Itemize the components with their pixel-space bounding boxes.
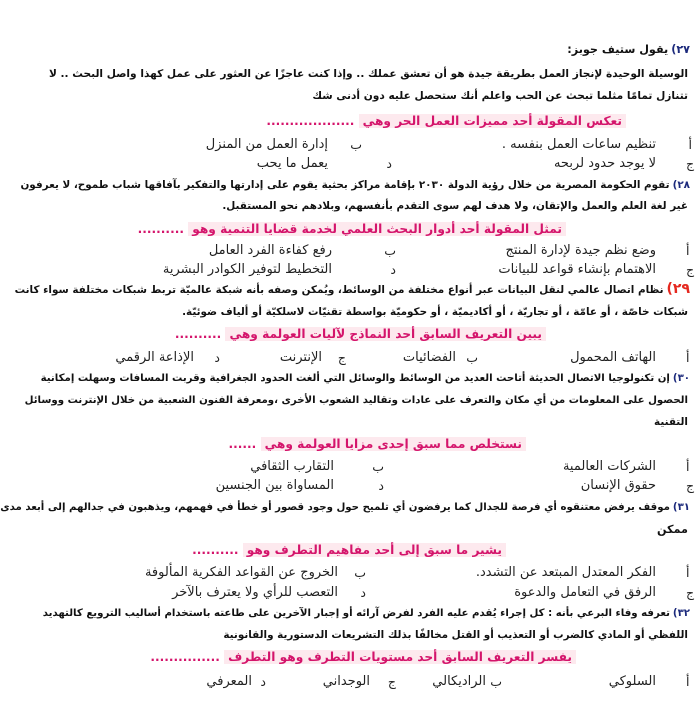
question-31-options-row-1 bbox=[76, 565, 696, 585]
question-30-prompt bbox=[76, 437, 526, 451]
q29-option-b-letter: ب bbox=[466, 350, 478, 365]
question-27-line-1 bbox=[84, 41, 690, 58]
q27-option-b[interactable]: إدارة العمل من المنزل bbox=[205, 137, 328, 152]
question-29-options-row bbox=[76, 350, 696, 370]
q28-option-a-letter: أ bbox=[686, 243, 690, 258]
q30-option-a-letter: أ bbox=[686, 459, 690, 474]
question-29-prompt bbox=[76, 327, 546, 341]
question-30-options-row-2 bbox=[76, 478, 696, 498]
q30-option-a[interactable]: الشركات العالمية bbox=[562, 459, 656, 474]
question-30-text-1: إن تكنولوجيا الاتصال الحديثة أتاحت العديد من الوسائط والوسائل التي ألغت الحدود الجغرافية وقربت المسافات وسهلت إمكانية bbox=[40, 373, 670, 384]
question-29-text-1: نظام اتصال عالمي لنقل البيانات عبر أنواع مختلفة من الوسائط، ويُمكن وصفه بأنه شبكة عالميّة تربط شبكات مختلفة سواء كانت bbox=[14, 284, 664, 296]
question-32-text-1: تعرفه وفاء البرعي بأنه : كل إجراء يُقدم عليه الفرد لفرض آرائه أو إجبار الآخرين على طاعته باستخدام أساليب الترويع كالتهديد bbox=[42, 608, 670, 619]
question-31-line-2: ممكن bbox=[656, 523, 688, 536]
q30-option-c-letter: ج bbox=[686, 478, 695, 493]
q31-option-d-letter: د bbox=[360, 585, 366, 600]
question-30-line-2: الحصول على المعلومات من أي مكان والتعرف على عادات وتقاليد الشعوب الأخرى ،ومعرفة الفنون الشعبية من خلال الإنترنت ووسائل bbox=[24, 395, 688, 406]
question-31-prompt-text: يشير ما سبق إلى أحد مفاهيم التطرف وهو bbox=[243, 543, 506, 557]
question-29-number: ٢٩) bbox=[666, 281, 690, 297]
question-31-dots: .......... bbox=[192, 543, 239, 557]
q32-option-c-letter: ج bbox=[387, 674, 396, 689]
q32-option-d[interactable]: المعرفي bbox=[206, 674, 252, 689]
question-31-text-1: موقف يرفض معتنقوه أي فرصة للجدال كما يرفضون أي تلميح حول وجود قصور أو خطأ في فهمهم، ويذهبون في جدالهم إلى أبعد مدى bbox=[0, 502, 670, 513]
q32-option-b-letter: ب bbox=[490, 674, 502, 689]
question-30-dots: ...... bbox=[228, 437, 257, 451]
question-27-prompt bbox=[76, 114, 626, 128]
question-28-options-row-1 bbox=[76, 243, 696, 263]
q27-option-d-letter: د bbox=[386, 156, 392, 171]
q31-option-d[interactable]: التعصب للرأي ولا يعترف بالآخر bbox=[172, 585, 338, 600]
q28-option-b-letter: ب bbox=[384, 243, 396, 258]
q30-option-b[interactable]: التقارب الثقافي bbox=[250, 459, 334, 474]
question-27-options-row-1 bbox=[76, 137, 696, 157]
question-30-options-row-1 bbox=[76, 459, 696, 479]
question-27-dots: ................... bbox=[266, 114, 355, 128]
question-29-dots: .......... bbox=[174, 327, 222, 341]
q28-option-b[interactable]: رفع كفاءة الفرد العامل bbox=[208, 243, 332, 258]
q30-option-d[interactable]: المساواة بين الجنسين bbox=[215, 478, 334, 493]
q30-option-d-letter: د bbox=[378, 478, 384, 493]
q27-option-a-letter: أ bbox=[688, 137, 692, 152]
q27-option-d[interactable]: يعمل ما يحب bbox=[256, 156, 328, 171]
q32-option-b[interactable]: الراديكالي bbox=[432, 674, 486, 689]
question-28-dots: .......... bbox=[137, 222, 184, 236]
question-27-line-2: الوسيلة الوحيدة لإنجاز العمل بطريقة جيدة هو أن تعشق عملك .. وإذا كنت عاجزًا عن العثور على عمل كهذا واصل البحث .. لا bbox=[48, 68, 688, 80]
question-32-prompt bbox=[76, 650, 576, 664]
q32-option-c[interactable]: الوجداني bbox=[322, 674, 370, 689]
question-32-options-row bbox=[76, 674, 696, 694]
q28-option-c[interactable]: الاهتمام بإنشاء قواعد للبيانات bbox=[498, 262, 656, 277]
q31-option-a[interactable]: الفكر المعتدل المبتعد عن التشدد. bbox=[475, 565, 656, 580]
q28-option-c-letter: ج bbox=[686, 262, 695, 277]
question-28-number: ٢٨) bbox=[672, 179, 690, 191]
question-28-line-1 bbox=[20, 177, 690, 194]
question-31-line-1 bbox=[0, 499, 690, 516]
q29-option-a-letter: أ bbox=[686, 350, 690, 365]
q31-option-c[interactable]: الرفق في التعامل والدعوة bbox=[514, 585, 656, 600]
q29-option-a[interactable]: الهاتف المحمول bbox=[570, 350, 656, 365]
q29-option-d[interactable]: الإذاعة الرقمي bbox=[115, 350, 194, 365]
question-27-options-row-2 bbox=[76, 156, 696, 176]
question-27-line-3: تتنازل تمامًا مثلما تبحث عن الحب واعلم أنك ستحصل عليه دون أدنى شك bbox=[312, 90, 688, 102]
question-31-number: ٣١) bbox=[672, 502, 690, 513]
q30-option-c[interactable]: حقوق الإنسان bbox=[580, 478, 656, 493]
q32-option-a-letter: أ bbox=[686, 674, 690, 689]
question-27-number: ٢٧) bbox=[671, 43, 690, 56]
q27-option-a[interactable]: تنظيم ساعات العمل بنفسه . bbox=[501, 137, 656, 152]
question-31-options-row-2 bbox=[76, 585, 696, 605]
q27-option-b-letter: ب bbox=[350, 137, 362, 152]
q32-option-d-letter: د bbox=[260, 674, 266, 689]
q28-option-d[interactable]: التخطيط لتوفير الكوادر البشرية bbox=[162, 262, 332, 277]
question-29-line-1 bbox=[14, 281, 690, 299]
question-28-prompt-text: تمثل المقولة أحد أدوار البحث العلمي لخدمة قضايا التنمية وهو bbox=[188, 222, 566, 236]
question-30-line-3: التقنية bbox=[654, 416, 688, 428]
q31-option-a-letter: أ bbox=[686, 565, 690, 580]
question-30-line-1 bbox=[40, 370, 690, 387]
q29-option-c[interactable]: الإنترنت bbox=[279, 350, 322, 365]
question-32-line-1 bbox=[42, 605, 690, 622]
question-28-prompt bbox=[76, 222, 566, 236]
q32-option-a[interactable]: السلوكي bbox=[608, 674, 656, 689]
q27-option-c[interactable]: لا يوجد حدود لربحه bbox=[553, 156, 656, 171]
question-32-prompt-text: يفسر التعريف السابق أحد مستويات التطرف وهو التطرف bbox=[224, 650, 576, 664]
question-32-number: ٣٢) bbox=[672, 608, 690, 619]
q31-option-c-letter: ج bbox=[686, 585, 695, 600]
question-29-prompt-text: يبين التعريف السابق أحد النماذج لآليات العولمة وهي bbox=[225, 327, 546, 341]
question-29-line-2: شبكات خاصّة ، أو عامّة ، أو تجاريّة ، أو أكاديميّة ، أو حكوميّة بواسطة تقنيّات لاسلكيّة أو ألياف ضوئيّة. bbox=[182, 306, 688, 318]
q30-option-b-letter: ب bbox=[372, 459, 384, 474]
q31-option-b-letter: ب bbox=[354, 565, 366, 580]
question-31-prompt bbox=[76, 543, 506, 557]
question-27-prompt-text: تعكس المقولة أحد مميزات العمل الحر وهي bbox=[359, 114, 626, 128]
q27-option-c-letter: ج bbox=[686, 156, 695, 171]
question-28-text-1: تقوم الحكومة المصرية من خلال رؤية الدولة ٢٠٣٠ بإقامة مراكز بحثية يقوم على إدارتها والتفكير بآفاقها شباب طموح، لا يعرفون bbox=[20, 179, 670, 191]
question-32-line-2: اللفظي أو المادي كالضرب أو التعذيب أو القتل مخالفًا بذلك التشريعات الدستورية والقانونية bbox=[223, 629, 688, 641]
question-27-text-1: يقول ستيف جوبز: bbox=[567, 43, 669, 56]
q28-option-a[interactable]: وضع نظم جيدة لإدارة المنتج bbox=[505, 243, 656, 258]
q29-option-c-letter: ج bbox=[337, 350, 346, 365]
q29-option-d-letter: د bbox=[214, 350, 220, 365]
q31-option-b[interactable]: الخروج عن القواعد الفكرية المألوفة bbox=[144, 565, 338, 580]
question-32-dots: ............... bbox=[150, 650, 220, 664]
question-30-number: ٣٠) bbox=[672, 373, 690, 384]
q29-option-b[interactable]: الفضائيات bbox=[402, 350, 456, 365]
question-28-line-2: غير لغة العلم والعمل والإتقان، ولا هدف لهم سوى التقدم بأنفسهم، وبلادهم نحو المستقبل. bbox=[222, 200, 688, 212]
q28-option-d-letter: د bbox=[390, 262, 396, 277]
question-30-prompt-text: نستخلص مما سبق إحدى مزايا العولمة وهي bbox=[261, 437, 526, 451]
question-28-options-row-2 bbox=[76, 262, 696, 282]
